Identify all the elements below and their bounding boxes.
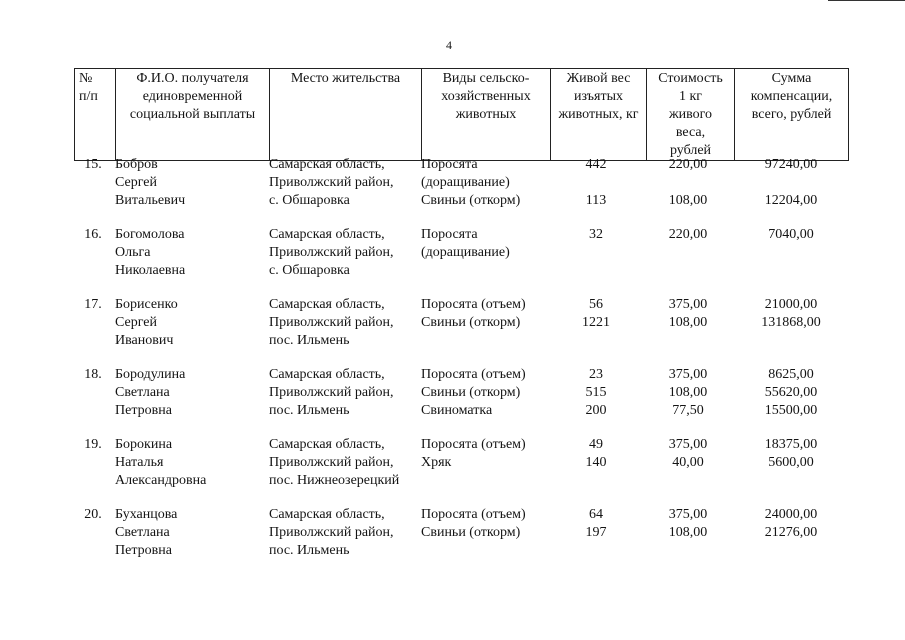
table-row: [74, 506, 848, 576]
recipient-name: Буханцова Светлана Петровна: [115, 507, 178, 558]
animal-kinds: Поросята (отъем) Свиньи (откорм): [421, 507, 526, 540]
residence: Самарская область, Приволжский район, с. Обшаровка: [269, 157, 394, 208]
table-row: [74, 366, 848, 436]
row-number: 19.: [84, 437, 102, 452]
table-row: [74, 296, 848, 366]
header-compensation-sum: Сумма компенсации, всего, рублей: [735, 69, 849, 161]
header-recipient-name: Ф.И.О. получателя единовременной социальной выплаты: [116, 69, 270, 161]
scan-edge-line: [828, 0, 905, 1]
row-number: 20.: [84, 507, 102, 522]
residence: Самарская область, Приволжский район, пос. Ильмень: [269, 507, 394, 558]
residence: Самарская область, Приволжский район, пос. Нижнеозерецкий: [269, 437, 400, 488]
cost-per-kg: 375,00 108,00 77,50: [668, 367, 708, 418]
recipient-name: Богомолова Ольга Николаевна: [115, 227, 186, 278]
cost-per-kg: 375,00 108,00: [668, 297, 708, 330]
header-residence: Место жительства: [270, 69, 422, 161]
recipient-name: Борисенко Сергей Иванович: [115, 297, 178, 348]
recipient-name: Бобров Сергей Витальевич: [115, 157, 186, 208]
table-row: [74, 436, 848, 506]
table-row: [74, 226, 848, 296]
live-weight: 56 1221: [582, 297, 610, 330]
header-cost-per-kg: Стоимость 1 кг живого веса, рублей: [647, 69, 735, 161]
cost-per-kg: 220,00: [668, 227, 708, 242]
cost-per-kg: 375,00 40,00: [668, 437, 708, 470]
header-number: № п/п: [75, 69, 116, 161]
live-weight: 442 113: [585, 157, 607, 208]
compensation-sum: 7040,00: [768, 227, 814, 242]
compensation-sum: 21000,00 131868,00: [761, 297, 821, 330]
residence: Самарская область, Приволжский район, пос. Ильмень: [269, 367, 394, 418]
header-row: [75, 69, 849, 161]
animal-kinds: Поросята (отъем) Хряк: [421, 437, 526, 470]
row-number: 18.: [84, 367, 102, 382]
compensation-sum: 8625,00 55620,00 15500,00: [764, 367, 818, 418]
table-body: [74, 156, 848, 576]
residence: Самарская область, Приволжский район, пос. Ильмень: [269, 297, 394, 348]
live-weight: 23 515 200: [585, 367, 607, 418]
header-live-weight: Живой вес изъятых животных, кг: [551, 69, 647, 161]
recipient-name: Борокина Наталья Александровна: [115, 437, 207, 488]
table-header: [74, 68, 849, 161]
animal-kinds: Поросята (доращивание) Свиньи (откорм): [421, 157, 521, 208]
compensation-sum: 97240,00 12204,00: [764, 157, 818, 208]
cost-per-kg: 375,00 108,00: [668, 507, 708, 540]
row-number: 16.: [84, 227, 102, 242]
animal-kinds: Поросята (отъем) Свиньи (откорм): [421, 297, 526, 330]
page-number: 4: [446, 38, 452, 52]
residence: Самарская область, Приволжский район, с. Обшаровка: [269, 227, 394, 278]
compensation-sum: 18375,00 5600,00: [764, 437, 818, 470]
recipient-name: Бородулина Светлана Петровна: [115, 367, 186, 418]
cost-per-kg: 220,00 108,00: [668, 157, 708, 208]
table-row: [74, 156, 848, 226]
animal-kinds: Поросята (доращивание): [421, 227, 510, 260]
live-weight: 64 197: [585, 507, 607, 540]
live-weight: 49 140: [585, 437, 607, 470]
animal-kinds: Поросята (отъем) Свиньи (откорм) Свиноматка: [421, 367, 526, 418]
live-weight: 32: [589, 227, 603, 242]
row-number: 15.: [84, 157, 102, 172]
compensation-sum: 24000,00 21276,00: [764, 507, 818, 540]
row-number: 17.: [84, 297, 102, 312]
header-animal-kinds: Виды сельско- хозяйственных животных: [422, 69, 551, 161]
